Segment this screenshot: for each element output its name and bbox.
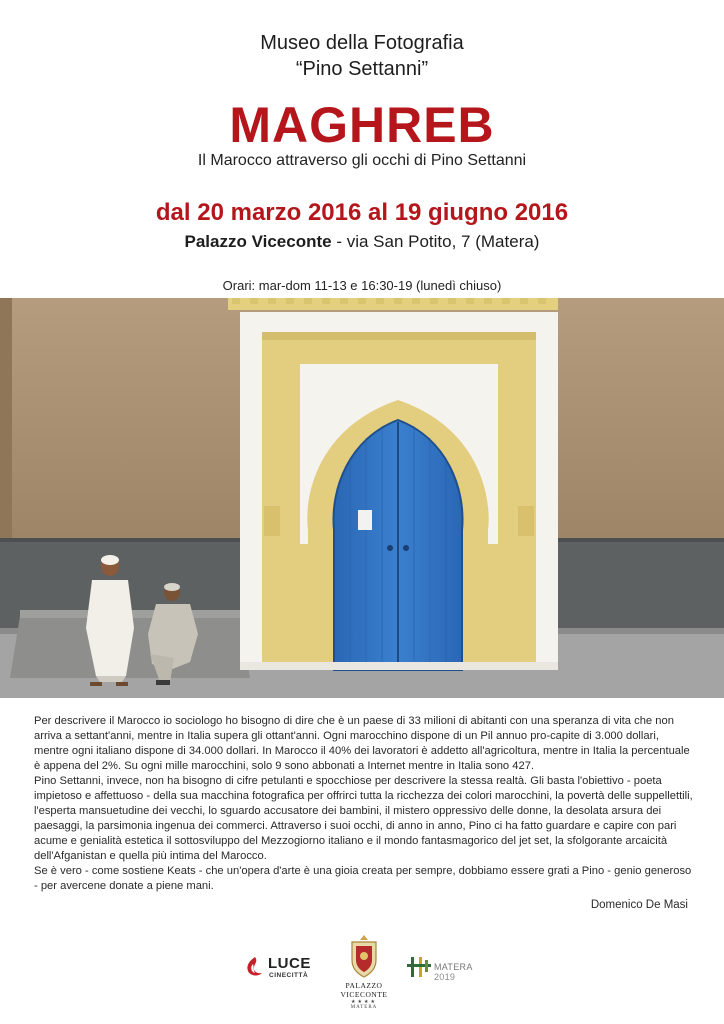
luce-cinecitta-logo bbox=[244, 954, 314, 984]
sponsor-logos bbox=[0, 930, 724, 1010]
opening-hours: Orari: mar-dom 11-13 e 16:30-19 (lunedì chiuso) bbox=[222, 278, 502, 293]
palazzo-name: PALAZZO VICECONTE bbox=[340, 981, 388, 999]
author-signature: Domenico De Masi bbox=[590, 899, 688, 911]
exhibition-title: MAGHREB bbox=[229, 97, 495, 153]
essay-paragraph-2: Pino Settanni, invece, non ha bisogno di cifre petulanti e spocchiose per descrivere la stessa realtà. Gli basta l'obiettivo - poeta impietoso e affettuoso - della sua macchina fotografica per offrirci tutta la ricchezza dei colori marocchini, la povertà delle suppellettili, l'esperta mansuetudine dei vecchi, lo sguardo accusatore dei bambini, il mistero oppressivo delle donne, la desolata arsura dei paesaggi, la parsimonia ingenua dei commerci. Attraverso i suoi occhi, di anno in anno, Pino ci ha fatto guardare e capire con pari acume e genialità estetica il sottosviluppo del Mezzogiorno italiano e il mondo fantasmagorico del jet set, la sfolgorante arcaicità dell'Afganistan e quella più intima del Marocco. bbox=[34, 775, 693, 862]
matera-year: 2019 bbox=[434, 972, 456, 982]
venue-address: - via San Potito, 7 (Matera) bbox=[331, 232, 540, 251]
essay-paragraph-1: Per descrivere il Marocco io sociologo ho bisogno di dire che è un paese di 33 milioni di abitanti con una speranza di vita che non arriva a settant'anni, mentre in Italia supera gli ottant'anni. Ogni marocchino dispone di un Pil annuo pro-capite di 3.000 dollari, mentre ogni italiano dispone di 34.000 dollari. In Marocco il 40% dei lavoratori è addetto all'agricoltura, mentre in Italia la percentuale è appena del 2%. Su ogni mille marocchini, solo 9 sono abbonati a Internet mentre in Italia sono 427. bbox=[34, 715, 690, 772]
luce-name: LUCE bbox=[268, 955, 311, 972]
essay-text bbox=[34, 714, 694, 894]
essay-paragraph-3: Se è vero - come sostiene Keats - che un'opera d'arte è una gioia creata per sempre, dobbiamo essere grati a Pino - genio generoso - per avercene donate a piene mani. bbox=[34, 865, 692, 892]
matera-name bbox=[434, 962, 486, 982]
matera-name-text: MATERA bbox=[434, 962, 473, 972]
museum-name-line2: “Pino Settanni” bbox=[295, 58, 429, 80]
luce-subtitle: CINECITTÀ bbox=[269, 972, 309, 979]
museum-name bbox=[0, 30, 724, 82]
door-notice bbox=[358, 510, 372, 530]
exhibition-subtitle: Il Marocco attraverso gli occhi di Pino Settanni bbox=[197, 152, 527, 169]
matera-2019-logo bbox=[406, 954, 486, 984]
exhibition-dates: dal 20 marzo 2016 al 19 giugno 2016 bbox=[155, 199, 569, 226]
luce-flame-icon bbox=[244, 956, 266, 978]
hero-photo bbox=[0, 298, 724, 698]
palazzo-viceconte-logo bbox=[322, 934, 406, 1010]
museum-name-line1: Museo della Fotografia bbox=[260, 32, 464, 54]
venue bbox=[0, 232, 724, 252]
palazzo-stars: ★★★★ bbox=[351, 999, 377, 1005]
matera-mark-icon bbox=[406, 954, 432, 980]
crest-icon bbox=[349, 934, 379, 978]
venue-name: Palazzo Viceconte bbox=[184, 232, 332, 251]
palazzo-city: MATERA bbox=[350, 1005, 378, 1010]
